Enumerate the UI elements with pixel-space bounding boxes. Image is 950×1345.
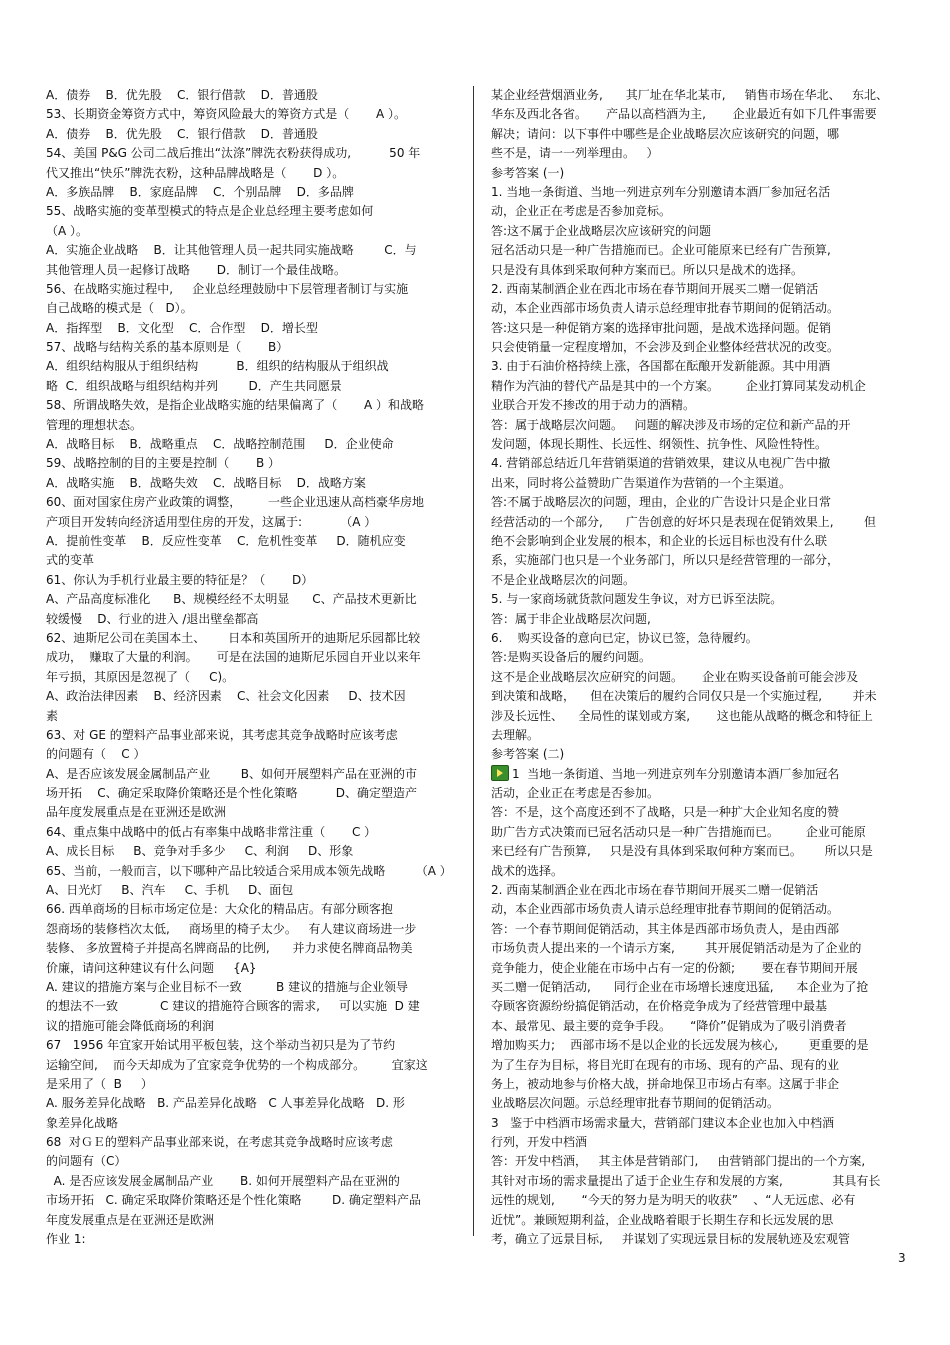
text-line: 2. 西南某制酒企业在西北市场在春节期间开展买二赠一促销活 [491, 281, 819, 296]
text-line: 答:这只是一种促销方案的选择审批问题，是战术选择问题。促销 [491, 320, 832, 335]
text-line: 64、重点集中战略中的低占有率集中战略非常注重（ C ） [46, 824, 377, 839]
text-line: A、产品高度标准化 B、规模经经不太明显 C、产品技术更新比 [46, 592, 417, 607]
text-line: 5. 与一家商场就货款问题发生争议，对方已诉至法院。 [491, 592, 783, 607]
text-line: 答：属于战略层次问题。 问题的解决涉及市场的定位和新产品的开 [491, 417, 851, 432]
text-line: 较缓慢 D、行业的进入 /退出壁垒都高 [46, 611, 259, 626]
text-line: A．提前性变革 B．反应性变革 C．危机性变革 D．随机应变 [46, 533, 406, 548]
text-line: 冠名活动只是一种广告措施而已。企业可能原来已经有广告预算, [491, 243, 831, 258]
text-line: 运输空间, 而今天却成为了宜家竞争优势的一个构成部分。 宜家这 [46, 1057, 428, 1072]
text-line: 68 对ＧＥ的塑料产品事业部来说，在考虑其竞争战略时应该考虑 [46, 1135, 393, 1150]
text-line: 为了生存为目标，将目光盯在现有的市场、现有的产品、现有的业 [491, 1057, 840, 1072]
text-line: 58、所谓战略失效，是指企业战略实施的结果偏离了（ A ）和战略 [46, 398, 424, 413]
text-line: 代又推出“快乐”牌洗衣粉，这种品牌战略是（ D ）。 [46, 165, 345, 180]
text-line: 务上，被动地参与价格大战，拼命地保卫市场占有率。这属于非企 [491, 1076, 840, 1091]
text-line: 品年度发展重点是在亚洲还是欧洲 [46, 805, 227, 820]
text-line: 系，实施部门也只是一个业务部门，所以只是经营管理的一部分， [491, 553, 840, 568]
text-line: 参考答案 (二) [491, 747, 565, 762]
text-line: 其他管理人员一起修订战略 D．制订一个最佳战略。 [46, 262, 346, 277]
text-line: 答:这不属于企业战略层次应该研究的问题 [491, 223, 712, 238]
text-line-content: 1 当地一条街道、当地一列进京列车分别邀请本酒厂参加冠名 [512, 766, 840, 781]
text-line: 6. 购买设备的意向已定，协议已签，急待履约。 [491, 630, 758, 645]
text-line: A．多族品牌 B．家庭品牌 C．个别品牌 D．多品牌 [46, 184, 354, 199]
text-line: 业战略层次问题。示总经理审批春节期间的促销活动。 [491, 1096, 780, 1111]
text-line: 活动，企业正在考虑是否参加。 [491, 786, 660, 801]
text-line: 考，确立了远景目标, 并谋划了实现远景目标的发展轨迹及宏观管 [491, 1232, 850, 1247]
page-number: 3 [898, 1251, 906, 1265]
text-line: A．债券 B．优先股 C．银行借款 D．普通股 [46, 126, 318, 141]
text-line: 67 1956 年宜家开始试用平板包装，这个举动当初只是为了节约 [46, 1038, 396, 1053]
text-line: 答:是购买设备后的履约问题。 [491, 650, 652, 665]
arrow-icon [491, 765, 509, 781]
text-line: 56、在战略实施过程中, 企业总经理鼓励中下层管理者制订与实施 [46, 281, 409, 296]
text-line: 57、战略与结构关系的基本原则是（ B） [46, 340, 289, 355]
text-line: 4. 营销部总结近几年营销渠道的营销效果，建议从电视广告中撤 [491, 456, 831, 471]
text-line: 式的变革 [46, 553, 95, 568]
text-line: 价廉，请问这种建议有什么问题 {A} [46, 960, 257, 975]
text-line: 管理的理想状态。 [46, 417, 143, 432]
text-line: 动，企业正在考虑是否参加竞标。 [491, 204, 672, 219]
text-line: 答：属于非企业战略层次问题, [491, 611, 651, 626]
text-line: 自己战略的模式是（ D）。 [46, 301, 193, 316]
text-line: A、是否应该发展金属制品产业 B、如何开展塑料产品在亚洲的市 [46, 766, 417, 781]
text-line: 发问题，体现长期性、长远性、纲领性、抗争性、风险性特性。 [491, 437, 828, 452]
text-line: 年亏损，其原因是忽视了（ C)。 [46, 669, 235, 684]
text-line: 本、最常见、最主要的竞争手段。 “降价”促销成为了吸引消费者 [491, 1018, 847, 1033]
text-line: 答：不是，这个高度还到不了战略，只是一种扩大企业知名度的赞 [491, 805, 840, 820]
text-line: 答：一个春节期间促销活动，其主体是西部市场负责人，是由西部 [491, 921, 840, 936]
text-line: A、政治法律因素 B、经济因素 C、社会文化因素 D、技术因 [46, 689, 406, 704]
text-line: 来已经有广告预算, 只是没有具体到采取何种方案而已。 所以只是 [491, 844, 873, 859]
text-line: 助广告方式决策而已冠名活动只是一种广告措施而已。 企业可能原 [491, 824, 866, 839]
text-line: 只会使销量一定程度增加，不会涉及到企业整体经营状况的改变。 [491, 340, 840, 355]
text-line: 作业 1: [46, 1232, 86, 1247]
text-line: 素 [46, 708, 59, 723]
text-line: 54、美国 P&G 公司二战后推出“汰涤”牌洗衣粉获得成功, 50 年 [46, 146, 421, 161]
text-line: 这不是企业战略层次应研究的问题。 企业在购买设备前可能会涉及 [491, 669, 859, 684]
text-line: 华东及西北各省。 产品以高档酒为主, 企业最近有如下几件事需要 [491, 107, 877, 122]
text-line: 议的措施可能会降低商场的利润 [46, 1018, 215, 1033]
text-line: 61、你认为手机行业最主要的特征是？（ D） [46, 572, 314, 587]
text-line: （A ）。 [46, 223, 89, 238]
text-line: 产项目开发转向经济适用型住房的开发，这属于: （A ） [46, 514, 377, 529]
text-line: A．债券 B．优先股 C．银行借款 D．普通股 [46, 88, 318, 102]
text-line: A．实施企业战略 B．让其他管理人员一起共同实施战略 C．与 [46, 243, 417, 258]
text-line: 竞争能力，使企业能在市场中占有一定的份额; 要在春节期间开展 [491, 960, 858, 975]
text-line: 的问题有（C） [46, 1154, 127, 1169]
text-line: A. 服务差异化战略 B. 产品差异化战略 C 人事差异化战略 D. 形 [46, 1096, 405, 1111]
text-line: 场开拓 C、确定采取降价策略还是个性化策略 D、确定塑造产 [46, 786, 418, 801]
text-line: 象差异化战略 [46, 1115, 119, 1130]
right-column [491, 86, 904, 1249]
text-line: 市场开拓 C. 确定采取降价策略还是个性化策略 D. 确定塑料产品 [46, 1193, 421, 1208]
text-line: 行列，开发中档酒 [491, 1135, 588, 1150]
text-line: 装修、 多放置椅子并提高名牌商品的比例, 并力求使名牌商品物美 [46, 941, 413, 956]
text-line: 63、对 GE 的塑料产品事业部来说，其考虑其竞争战略时应该考虑 [46, 727, 398, 742]
text-line: 远性的规划, “今天的努力是为明天的收获” 、“人无远虑、必有 [491, 1193, 856, 1208]
text-line: 不是企业战略层次的问题。 [491, 572, 636, 587]
text-line: A．战略目标 B．战略重点 C．战略控制范围 D．企业使命 [46, 437, 394, 452]
text-line: 65、当前，一般而言，以下哪种产品比较适合采用成本领先战略 （A ） [46, 863, 452, 878]
text-line: 近忧”。兼顾短期利益，企业战略着眼于长期生存和长远发展的思 [491, 1212, 834, 1227]
text-line: A、成长目标 B、竞争对手多少 C、利润 D、形象 [46, 844, 354, 859]
text-line [491, 765, 904, 784]
text-line: 业联合开发不掺改的用于动力的酒精。 [491, 398, 696, 413]
text-line: 答：开发中档酒， 其主体是营销部门, 由营销部门提出的一个方案, [491, 1154, 866, 1169]
text-line: 增加购买力; 西部市场不是以企业的长远发展为核心, 更重要的是 [491, 1038, 869, 1053]
text-line: 参考答案 (一) [491, 165, 565, 180]
text-line: 出来，同时将公益赞助广告渠道作为营销的一个主渠道。 [491, 475, 792, 490]
text-line: A、日光灯 B、汽车 C、手机 D、面包 [46, 883, 294, 898]
text-line: 只是没有具体到采取何种方案而已。所以只是战术的选择。 [491, 262, 804, 277]
text-line: 买二赠一促销活动, 同行企业在市场增长速度迅猛, 本企业为了抢 [491, 979, 869, 994]
text-line: 的问题有（ C ） [46, 747, 146, 762]
text-line: 解决；请问：以下事件中哪些是企业战略层次应该研究的问题，哪 [491, 126, 840, 141]
text-line: 动，本企业西部市场负责人请示总经理审批春节期间的促销活动。 [491, 902, 840, 917]
text-line: 某企业经营烟酒业务, 其厂址在华北某市, 销售市场在华北、 东北、 [491, 88, 889, 102]
text-line: 53、长期资金筹资方式中，筹资风险最大的筹资方式是（ A ）。 [46, 107, 406, 122]
text-line: 3 鉴于中档酒市场需求量大，营销部门建议本企业也加入中档酒 [491, 1115, 835, 1130]
text-line: 1. 当地一条街道、当地一列进京列车分别邀请本酒厂参加冠名活 [491, 184, 831, 199]
text-line: 夺顾客资源纷纷搞促销活动，在价格竞争成为了经营管理中最基 [491, 999, 828, 1014]
text-line: 到决策和战略， 但在决策后的履约合同仅只是一个实施过程, 并未 [491, 689, 877, 704]
text-line: 些不是，请一一列举理由。 ） [491, 146, 659, 161]
text-line: 经营活动的一个部分, 广告创意的好坏只是表现在促销效果上, 但 [491, 514, 877, 529]
text-line: 59、战略控制的目的主要是控制（ B ） [46, 456, 281, 471]
text-line: 62、迪斯尼公司在美国本土、 日本和英国所开的迪斯尼乐园都比较 [46, 630, 421, 645]
text-line: 涉及长远性、 全局性的谋划或方案, 这也能从战略的概念和特征上 [491, 708, 873, 723]
text-line: 66. 西单商场的目标市场定位是：大众化的精品店。有部分顾客抱 [46, 902, 393, 917]
text-line: 动，本企业西部市场负责人请示总经理审批春节期间的促销活动。 [491, 301, 840, 316]
text-line: A．指挥型 B．文化型 C．合作型 D．增长型 [46, 320, 318, 335]
text-line: 3. 由于石油价格持续上涨，各国都在酝酿开发新能源。其中用酒 [491, 359, 831, 374]
text-line: A．战略实施 B．战略失效 C．战略目标 D．战略方案 [46, 475, 366, 490]
text-line: 年度发展重点是在亚洲还是欧洲 [46, 1212, 215, 1227]
column-divider [473, 86, 474, 1236]
text-line: A．组织结构服从于组织结构 B．组织的结构服从于组织战 [46, 359, 389, 374]
text-line: 市场负责人提出来的一个请示方案, 其开展促销活动是为了企业的 [491, 941, 862, 956]
left-column [46, 86, 460, 1249]
text-line: 成功， 赚取了大量的利润。 可是在法国的迪斯尼乐园自开业以来年 [46, 650, 421, 665]
text-line: 怨商场的装修档次太低, 商场里的椅子太少。 有人建议商场进一步 [46, 921, 417, 936]
text-line: 战术的选择。 [491, 863, 564, 878]
text-line: 的想法不一致 C 建议的措施符合顾客的需求, 可以实施 D 建 [46, 999, 420, 1014]
text-line: A. 是否应该发展金属制品产业 B. 如何开展塑料产品在亚洲的 [46, 1173, 400, 1188]
text-line: 55、战略实施的变革型模式的特点是企业总经理主要考虑如何 [46, 204, 374, 219]
text-line: 绝不会影响到企业发展的根本，和企业的长远目标也没有什么联 [491, 533, 828, 548]
text-line: 60、面对国家住房产业政策的调整， 一些企业迅速从高档豪华房地 [46, 495, 424, 510]
text-line: 是采用了（ B ） [46, 1076, 153, 1091]
text-line: 答:不属于战略层次的问题，理由，企业的广告设计只是企业日常 [491, 495, 832, 510]
text-line: A. 建议的措施方案与企业目标不一致 B 建议的措施与企业领导 [46, 979, 409, 994]
text-line: 其针对市场的需求量提出了适于企业生存和发展的方案, 其具有长 [491, 1173, 881, 1188]
text-line: 2. 西南某制酒企业在西北市场在春节期间开展买二赠一促销活 [491, 883, 819, 898]
text-line: 去理解。 [491, 727, 540, 742]
text-line: 略 C．组织战略与组织结构并列 D．产生共同愿景 [46, 378, 342, 393]
text-line: 精作为汽油的替代产品是其中的一个方案。 企业打算同某发动机企 [491, 378, 866, 393]
